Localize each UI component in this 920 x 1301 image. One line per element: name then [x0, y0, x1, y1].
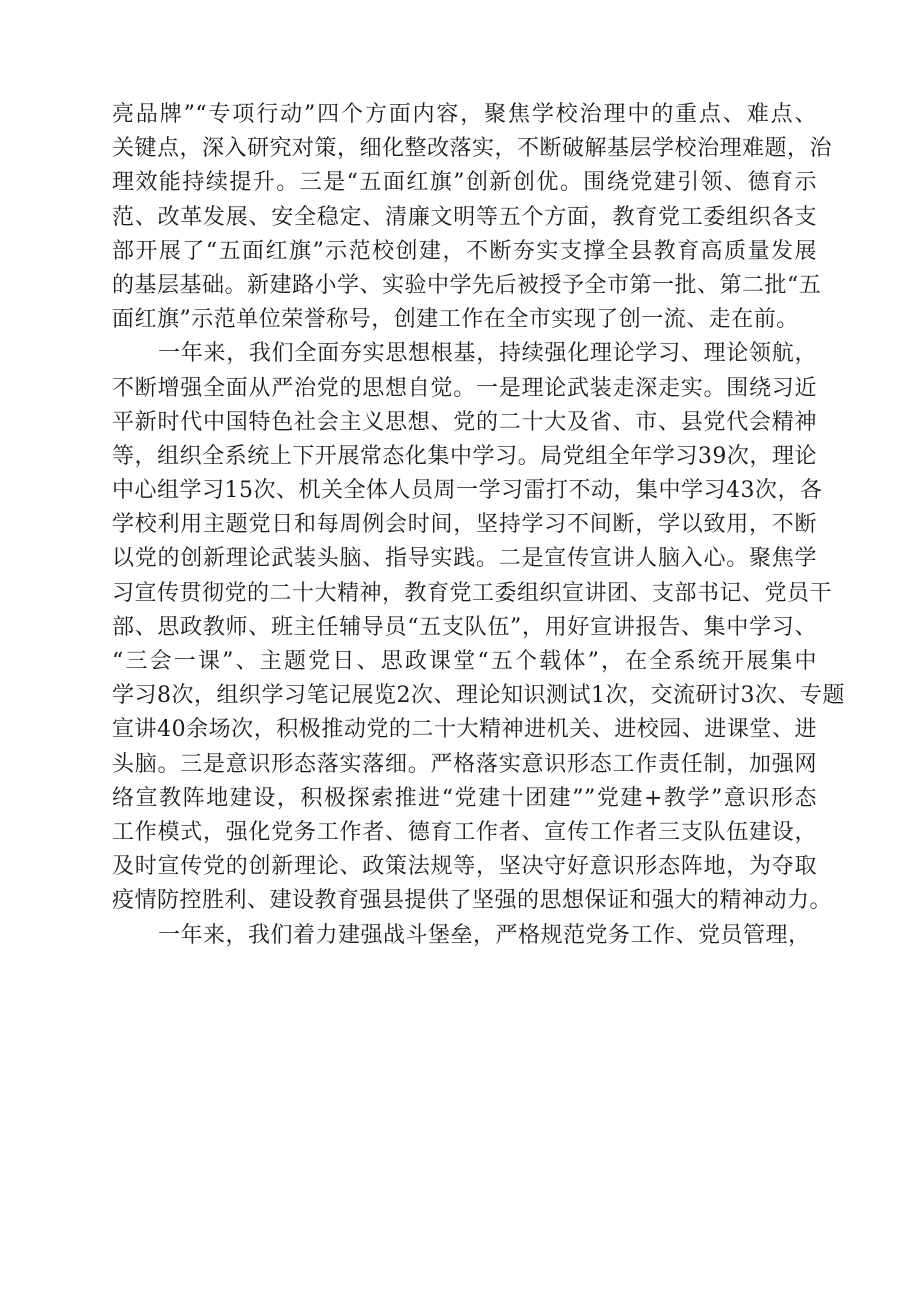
paragraph-1: [112, 98, 833, 337]
text-line: 习宣传贯彻党的二十大精神，教育党工委组织宣讲团、支部书记、党员干: [112, 580, 833, 606]
text-line: 平新时代中国特色社会主义思想、党的二十大及省、市、县党代会精神: [112, 409, 817, 435]
text-line: 及时宣传党的创新理论、政策法规等，坚决守好意识形态阵地，为夺取: [112, 854, 817, 880]
text-line: 部开展了“五面红旗”示范校创建，不断夯实支撑全县教育高质量发展: [112, 238, 817, 264]
text-line: 宣讲40余场次，积极推动党的二十大精神进机关、进校园、进课堂、进: [112, 717, 817, 743]
text-line: 头脑。三是意识形态落实落细。严格落实意识形态工作责任制，加强网: [112, 751, 817, 777]
text-line: 理效能持续提升。三是“五面红旗”创新创优。围绕党建引领、德育示: [112, 170, 817, 196]
paragraph-3: [112, 919, 817, 953]
text-line: 亮品牌”“专项行动”四个方面内容，聚焦学校治理中的重点、难点、: [112, 102, 817, 127]
text-line: 以党的创新理论武装头脑、指导实践。二是宣传宣讲人脑入心。聚焦学: [112, 546, 817, 572]
text-line: 的基层基础。新建路小学、实验中学先后被授予全市第一批、第二批“五: [112, 272, 822, 298]
text-line: “三会一课”、主题党日、思政课堂“五个载体”，在全系统开展集中: [112, 649, 817, 674]
text-line: 学校利用主题党日和每周例会时间，坚持学习不间断，学以致用，不断: [112, 512, 817, 538]
text-line: 一年来，我们全面夯实思想根基，持续强化理论学习、理论领航，: [158, 341, 817, 367]
text-line: 部、思政教师、班主任辅导员“五支队伍”，用好宣讲报告、集中学习、: [112, 614, 817, 640]
text-line: 关键点，深入研究对策，细化整改落实，不断破解基层学校治理难题，治: [112, 136, 833, 162]
text-line: 一年来，我们着力建强战斗堡垒，严格规范党务工作、党员管理，: [158, 922, 811, 948]
text-line: 面红旗”示范单位荣誉称号，创建工作在全市实现了创一流、走在前。: [112, 307, 799, 333]
text-line: 等，组织全系统上下开展常态化集中学习。局党组全年学习39次，理论: [112, 443, 817, 469]
text-line: 不断增强全面从严治党的思想自觉。一是理论武装走深走实。围绕习近: [112, 375, 817, 401]
text-line: 学习8次，组织学习笔记展览2次、理论知识测试1次，交流研讨3次、专题: [112, 683, 845, 709]
paragraph-2: [112, 337, 845, 918]
text-line: 工作模式，强化党务工作者、德育工作者、宣传工作者三支队伍建设，: [112, 819, 817, 845]
text-line: 范、改革发展、安全稳定、清廉文明等五个方面，教育党工委组织各支: [112, 204, 817, 230]
text-line: 疫情防控胜利、建设教育强县提供了坚强的思想保证和强大的精神动力。: [112, 888, 833, 914]
text-line: 络宣教阵地建设，积极探索推进“党建十团建””党建+教学”意识形态: [112, 785, 817, 811]
text-line: 中心组学习15次、机关全体人员周一学习雷打不动，集中学习43次，各: [112, 478, 823, 504]
